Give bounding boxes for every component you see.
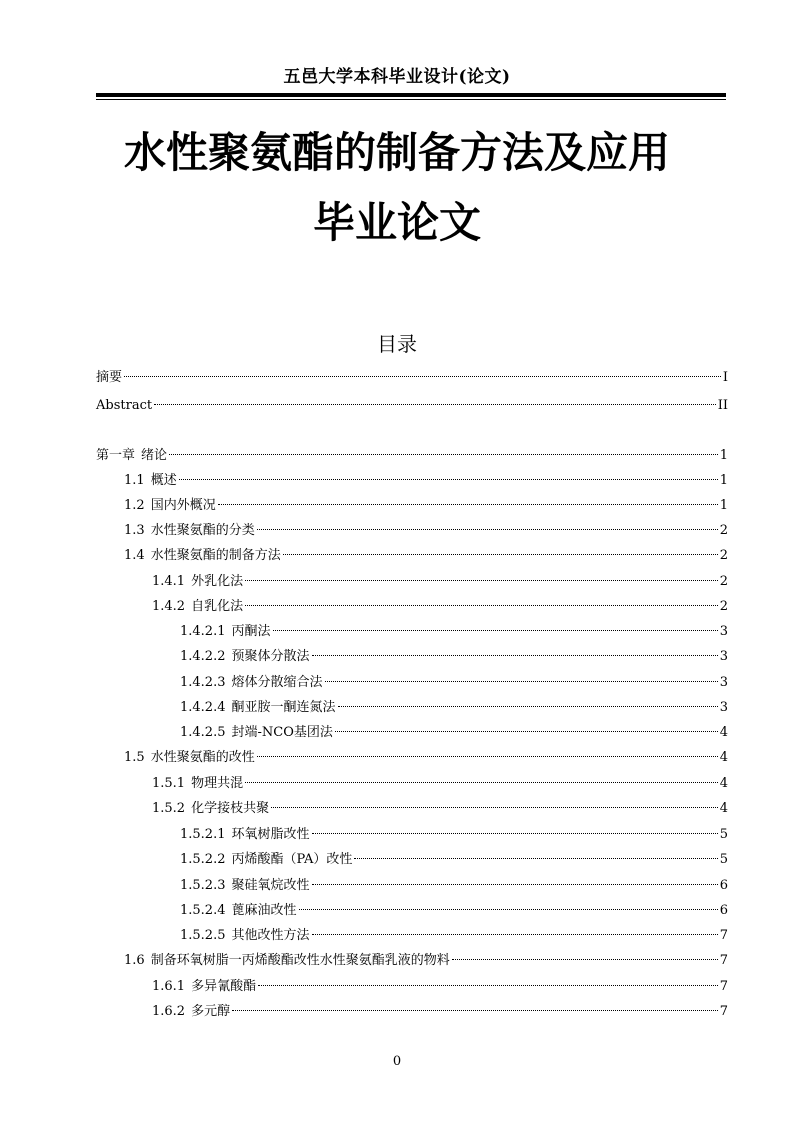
toc-entry-title: 制备环氧树脂一丙烯酸酯改性水性聚氨酯乳液的物料: [150, 953, 450, 968]
toc-entry-page: 3: [719, 649, 728, 664]
toc-entry-number: 1.4.2.2: [180, 649, 226, 664]
toc-entry-title: 环氧树脂改性: [231, 827, 310, 842]
toc-entry-number: 1.1: [124, 473, 145, 488]
toc-entry-page: 3: [719, 624, 728, 639]
toc-entry[interactable]: [96, 396, 728, 416]
toc-dot-leader: [283, 554, 718, 555]
toc-dot-leader: [325, 681, 718, 682]
document-title-line-2: 毕业论文: [312, 198, 481, 247]
toc-dot-leader: [258, 985, 718, 986]
toc-dot-leader: [245, 580, 718, 581]
toc-entry-page: 4: [719, 725, 728, 740]
toc-dot-leader: [335, 731, 718, 732]
toc-dot-leader: [273, 630, 718, 631]
toc-entry[interactable]: [152, 572, 728, 592]
toc-dot-leader: [169, 454, 718, 455]
toc-entry-number: 1.5.2: [152, 801, 186, 816]
toc-entry[interactable]: [152, 799, 728, 819]
toc-entry-page: 7: [719, 1004, 728, 1019]
toc-entry[interactable]: [152, 977, 728, 997]
toc-entry-number: 1.5.2.5: [180, 928, 226, 943]
toc-dot-leader: [312, 655, 718, 656]
running-header: 五邑大学本科毕业设计(论文): [283, 67, 511, 87]
toc-entry-page: 2: [719, 574, 728, 589]
toc-entry-title: 国内外概况: [150, 498, 216, 513]
toc-entry-title: 封端-NCO基团法: [231, 725, 333, 740]
toc-dot-leader: [299, 909, 718, 910]
toc-dot-leader: [312, 884, 718, 885]
toc-entry-number: 1.4.2.1: [180, 624, 226, 639]
toc-entry-title: 丙酮法: [231, 624, 271, 639]
toc-dot-leader: [179, 479, 718, 480]
toc-entry[interactable]: [180, 876, 728, 896]
toc-dot-leader: [218, 504, 718, 505]
toc-entry-number: 1.6.1: [152, 979, 186, 994]
toc-dot-leader: [257, 756, 718, 757]
toc-entry[interactable]: [180, 647, 728, 667]
toc-entry-page: 7: [719, 953, 728, 968]
toc-entry[interactable]: [152, 774, 728, 794]
toc-entry[interactable]: [152, 597, 728, 617]
toc-entry-page: 3: [719, 700, 728, 715]
toc-entry-title: 丙烯酸酯（PA）改性: [231, 852, 353, 867]
toc-entry-number: 1.6.2: [152, 1004, 186, 1019]
toc-entry-page: 6: [719, 878, 728, 893]
toc-entry-number: 1.4.1: [152, 574, 186, 589]
toc-entry-title: 多异氰酸酯: [191, 979, 257, 994]
toc-entry-title: 物理共混: [191, 776, 244, 791]
toc-entry-number: 1.6: [124, 953, 145, 968]
toc-heading: 目录: [377, 332, 417, 356]
toc-dot-leader: [124, 376, 721, 377]
toc-dot-leader: [338, 706, 718, 707]
toc-entry-page: 4: [719, 801, 728, 816]
toc-dot-leader: [245, 605, 718, 606]
toc-entry-page: 5: [719, 827, 728, 842]
toc-entry-page: 4: [719, 776, 728, 791]
toc-dot-leader: [271, 807, 718, 808]
toc-entry-number: 1.5.2.2: [180, 852, 226, 867]
toc-entry-title: 外乳化法: [191, 574, 244, 589]
toc-entry-page: 6: [719, 903, 728, 918]
toc-entry[interactable]: [180, 825, 728, 845]
toc-entry[interactable]: [124, 496, 728, 516]
toc-dot-leader: [245, 782, 718, 783]
toc-entry-number: 1.4: [124, 548, 145, 563]
toc-entry-number: 1.5.1: [152, 776, 186, 791]
toc-entry[interactable]: [124, 546, 728, 566]
toc-entry-title: 多元醇: [191, 1004, 231, 1019]
document-title-line-1: 水性聚氨酯的制备方法及应用: [123, 128, 670, 177]
toc-entry-page: 7: [719, 928, 728, 943]
toc-entry[interactable]: [124, 471, 728, 491]
toc-dot-leader: [154, 404, 716, 405]
toc-entry-title: 预聚体分散法: [231, 649, 310, 664]
toc-entry-page: I: [722, 370, 728, 385]
toc-entry[interactable]: [96, 446, 728, 466]
toc-entry-number: 1.5.2.3: [180, 878, 226, 893]
toc-entry-page: 2: [719, 523, 728, 538]
toc-entry-number: 1.2: [124, 498, 145, 513]
toc-entry-title: 酮亚胺一酮连氮法: [231, 700, 336, 715]
toc-entry[interactable]: [180, 673, 728, 693]
toc-entry-title: 概述: [150, 473, 177, 488]
toc-entry[interactable]: [152, 1002, 728, 1022]
toc-entry[interactable]: [180, 850, 728, 870]
toc-entry-title: 摘要: [96, 370, 123, 385]
header-rule-thick: [96, 93, 726, 97]
page-number: 0: [392, 1054, 402, 1069]
toc-entry-number: 1.4.2.5: [180, 725, 226, 740]
toc-entry-number: 1.4.2.4: [180, 700, 226, 715]
toc-entry-title: 其他改性方法: [231, 928, 310, 943]
toc-entry[interactable]: [180, 698, 728, 718]
toc-entry-title: 化学接枝共聚: [191, 801, 270, 816]
toc-entry-page: 1: [719, 473, 728, 488]
toc-dot-leader: [312, 833, 718, 834]
toc-entry-page: II: [717, 398, 728, 413]
toc-dot-leader: [354, 858, 717, 859]
toc-entry-title: 绪论: [141, 448, 168, 463]
toc-entry-number: 1.3: [124, 523, 145, 538]
toc-entry-title: 水性聚氨酯的改性: [150, 750, 255, 765]
toc-entry-title: 水性聚氨酯的制备方法: [150, 548, 281, 563]
toc-entry[interactable]: [96, 368, 728, 388]
toc-entry-page: 1: [719, 448, 728, 463]
toc-entry-page: 3: [719, 675, 728, 690]
toc-entry-number: 1.5.2.1: [180, 827, 226, 842]
toc-entry-title: 水性聚氨酯的分类: [150, 523, 255, 538]
toc-dot-leader: [312, 934, 718, 935]
toc-entry-page: 2: [719, 548, 728, 563]
toc-entry[interactable]: [180, 901, 728, 921]
toc-entry-number: 1.4.2.3: [180, 675, 226, 690]
toc-entry-title: 聚硅氧烷改性: [231, 878, 310, 893]
toc-entry-number: 1.4.2: [152, 599, 186, 614]
toc-entry-page: 7: [719, 979, 728, 994]
toc-entry[interactable]: [180, 622, 728, 642]
toc-entry-title: Abstract: [96, 398, 153, 413]
toc-entry-number: 1.5.2.4: [180, 903, 226, 918]
toc-entry-page: 4: [719, 750, 728, 765]
toc-entry[interactable]: [180, 926, 728, 946]
toc-entry-number: 1.5: [124, 750, 145, 765]
toc-entry-page: 5: [719, 852, 728, 867]
toc-entry-title: 蓖麻油改性: [231, 903, 297, 918]
toc-entry[interactable]: [124, 748, 728, 768]
toc-entry-number: 第一章: [96, 448, 136, 463]
toc-dot-leader: [452, 959, 718, 960]
toc-entry-title: 自乳化法: [191, 599, 244, 614]
toc-entry[interactable]: [180, 723, 728, 743]
toc-entry[interactable]: [124, 521, 728, 541]
toc-entry[interactable]: [124, 951, 728, 971]
toc-dot-leader: [257, 529, 718, 530]
toc-dot-leader: [232, 1010, 718, 1011]
toc-entry-title: 熔体分散缩合法: [231, 675, 323, 690]
toc-entry-page: 1: [719, 498, 728, 513]
header-rule-thin: [96, 99, 726, 100]
toc-entry-page: 2: [719, 599, 728, 614]
